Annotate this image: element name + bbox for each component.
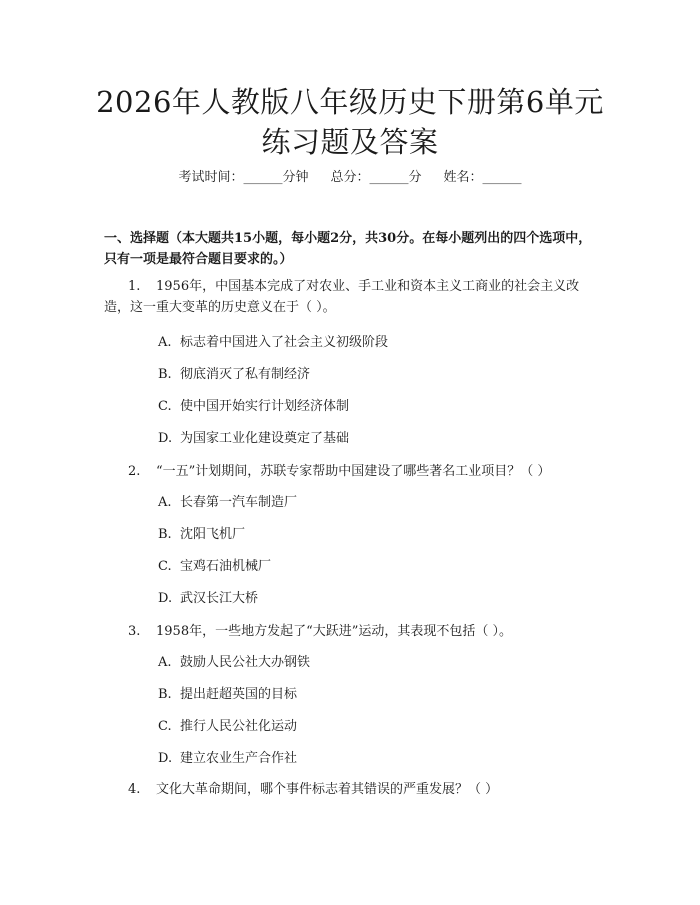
question-number: 3.	[128, 624, 141, 639]
option-1d	[158, 429, 598, 449]
question-text: 1956年，中国基本完成了对农业、手工业和资本主义工商业的社会主义改造，这一重大变革的历史意义在于（ ）。	[104, 279, 580, 315]
option-1a	[158, 333, 598, 353]
option-letter: C.	[158, 719, 172, 734]
option-letter: B.	[158, 687, 172, 702]
option-text: 标志着中国进入了社会主义初级阶段	[180, 335, 389, 350]
option-1c	[158, 397, 598, 417]
option-text: 彻底消灭了私有制经济	[180, 367, 311, 382]
option-letter: D.	[158, 431, 173, 446]
option-letter: C.	[158, 399, 172, 414]
option-text: 提出赶超英国的目标	[180, 687, 298, 702]
option-text: 武汉长江大桥	[180, 591, 259, 606]
question-2	[104, 461, 604, 482]
option-letter: C.	[158, 559, 172, 574]
option-text: 鼓励人民公社大办钢铁	[180, 655, 311, 670]
option-2d	[158, 589, 598, 609]
option-text: 使中国开始实行计划经济体制	[180, 399, 350, 414]
option-letter: D.	[158, 751, 173, 766]
option-text: 推行人民公社化运动	[180, 719, 298, 734]
option-text: 为国家工业化建设奠定了基础	[180, 431, 350, 446]
option-text: 建立农业生产合作社	[180, 751, 298, 766]
question-text: 文化大革命期间，哪个事件标志着其错误的严重发展？（ ）	[156, 782, 499, 797]
name-label: 姓名：______	[443, 170, 522, 185]
option-2b	[158, 525, 598, 545]
exam-time-label: 考试时间：______分钟	[178, 170, 309, 185]
option-1b	[158, 365, 598, 385]
question-text: “一五”计划期间，苏联专家帮助中国建设了哪些著名工业项目？（ ）	[156, 464, 551, 479]
exam-meta	[0, 168, 700, 188]
question-number: 4.	[128, 782, 141, 797]
page-title: 2026年人教版八年级历史下册第6单元练习题及答案	[96, 85, 604, 159]
option-text: 宝鸡石油机械厂	[180, 559, 272, 574]
option-3a	[158, 653, 598, 673]
option-letter: A.	[158, 335, 172, 350]
question-3	[104, 621, 604, 642]
option-3b	[158, 685, 598, 705]
option-3c	[158, 717, 598, 737]
section-heading: 一、选择题（本大题共15小题，每小题2分，共30分。在每小题列出的四个选项中，只有一项是最符合题目要求的。）	[104, 231, 592, 267]
option-letter: B.	[158, 367, 172, 382]
question-4	[104, 779, 604, 800]
option-text: 沈阳飞机厂	[180, 527, 246, 542]
question-1	[104, 276, 604, 318]
total-score-label: 总分：______分	[330, 170, 422, 185]
option-2c	[158, 557, 598, 577]
option-2a	[158, 493, 598, 513]
question-number: 2.	[128, 464, 141, 479]
option-3d	[158, 749, 598, 769]
question-number: 1.	[128, 279, 141, 294]
option-letter: D.	[158, 591, 173, 606]
question-text: 1958年，一些地方发起了“大跃进”运动，其表现不包括（ ）。	[156, 624, 513, 639]
option-letter: B.	[158, 527, 172, 542]
option-letter: A.	[158, 495, 172, 510]
option-letter: A.	[158, 655, 172, 670]
option-text: 长春第一汽车制造厂	[180, 495, 298, 510]
